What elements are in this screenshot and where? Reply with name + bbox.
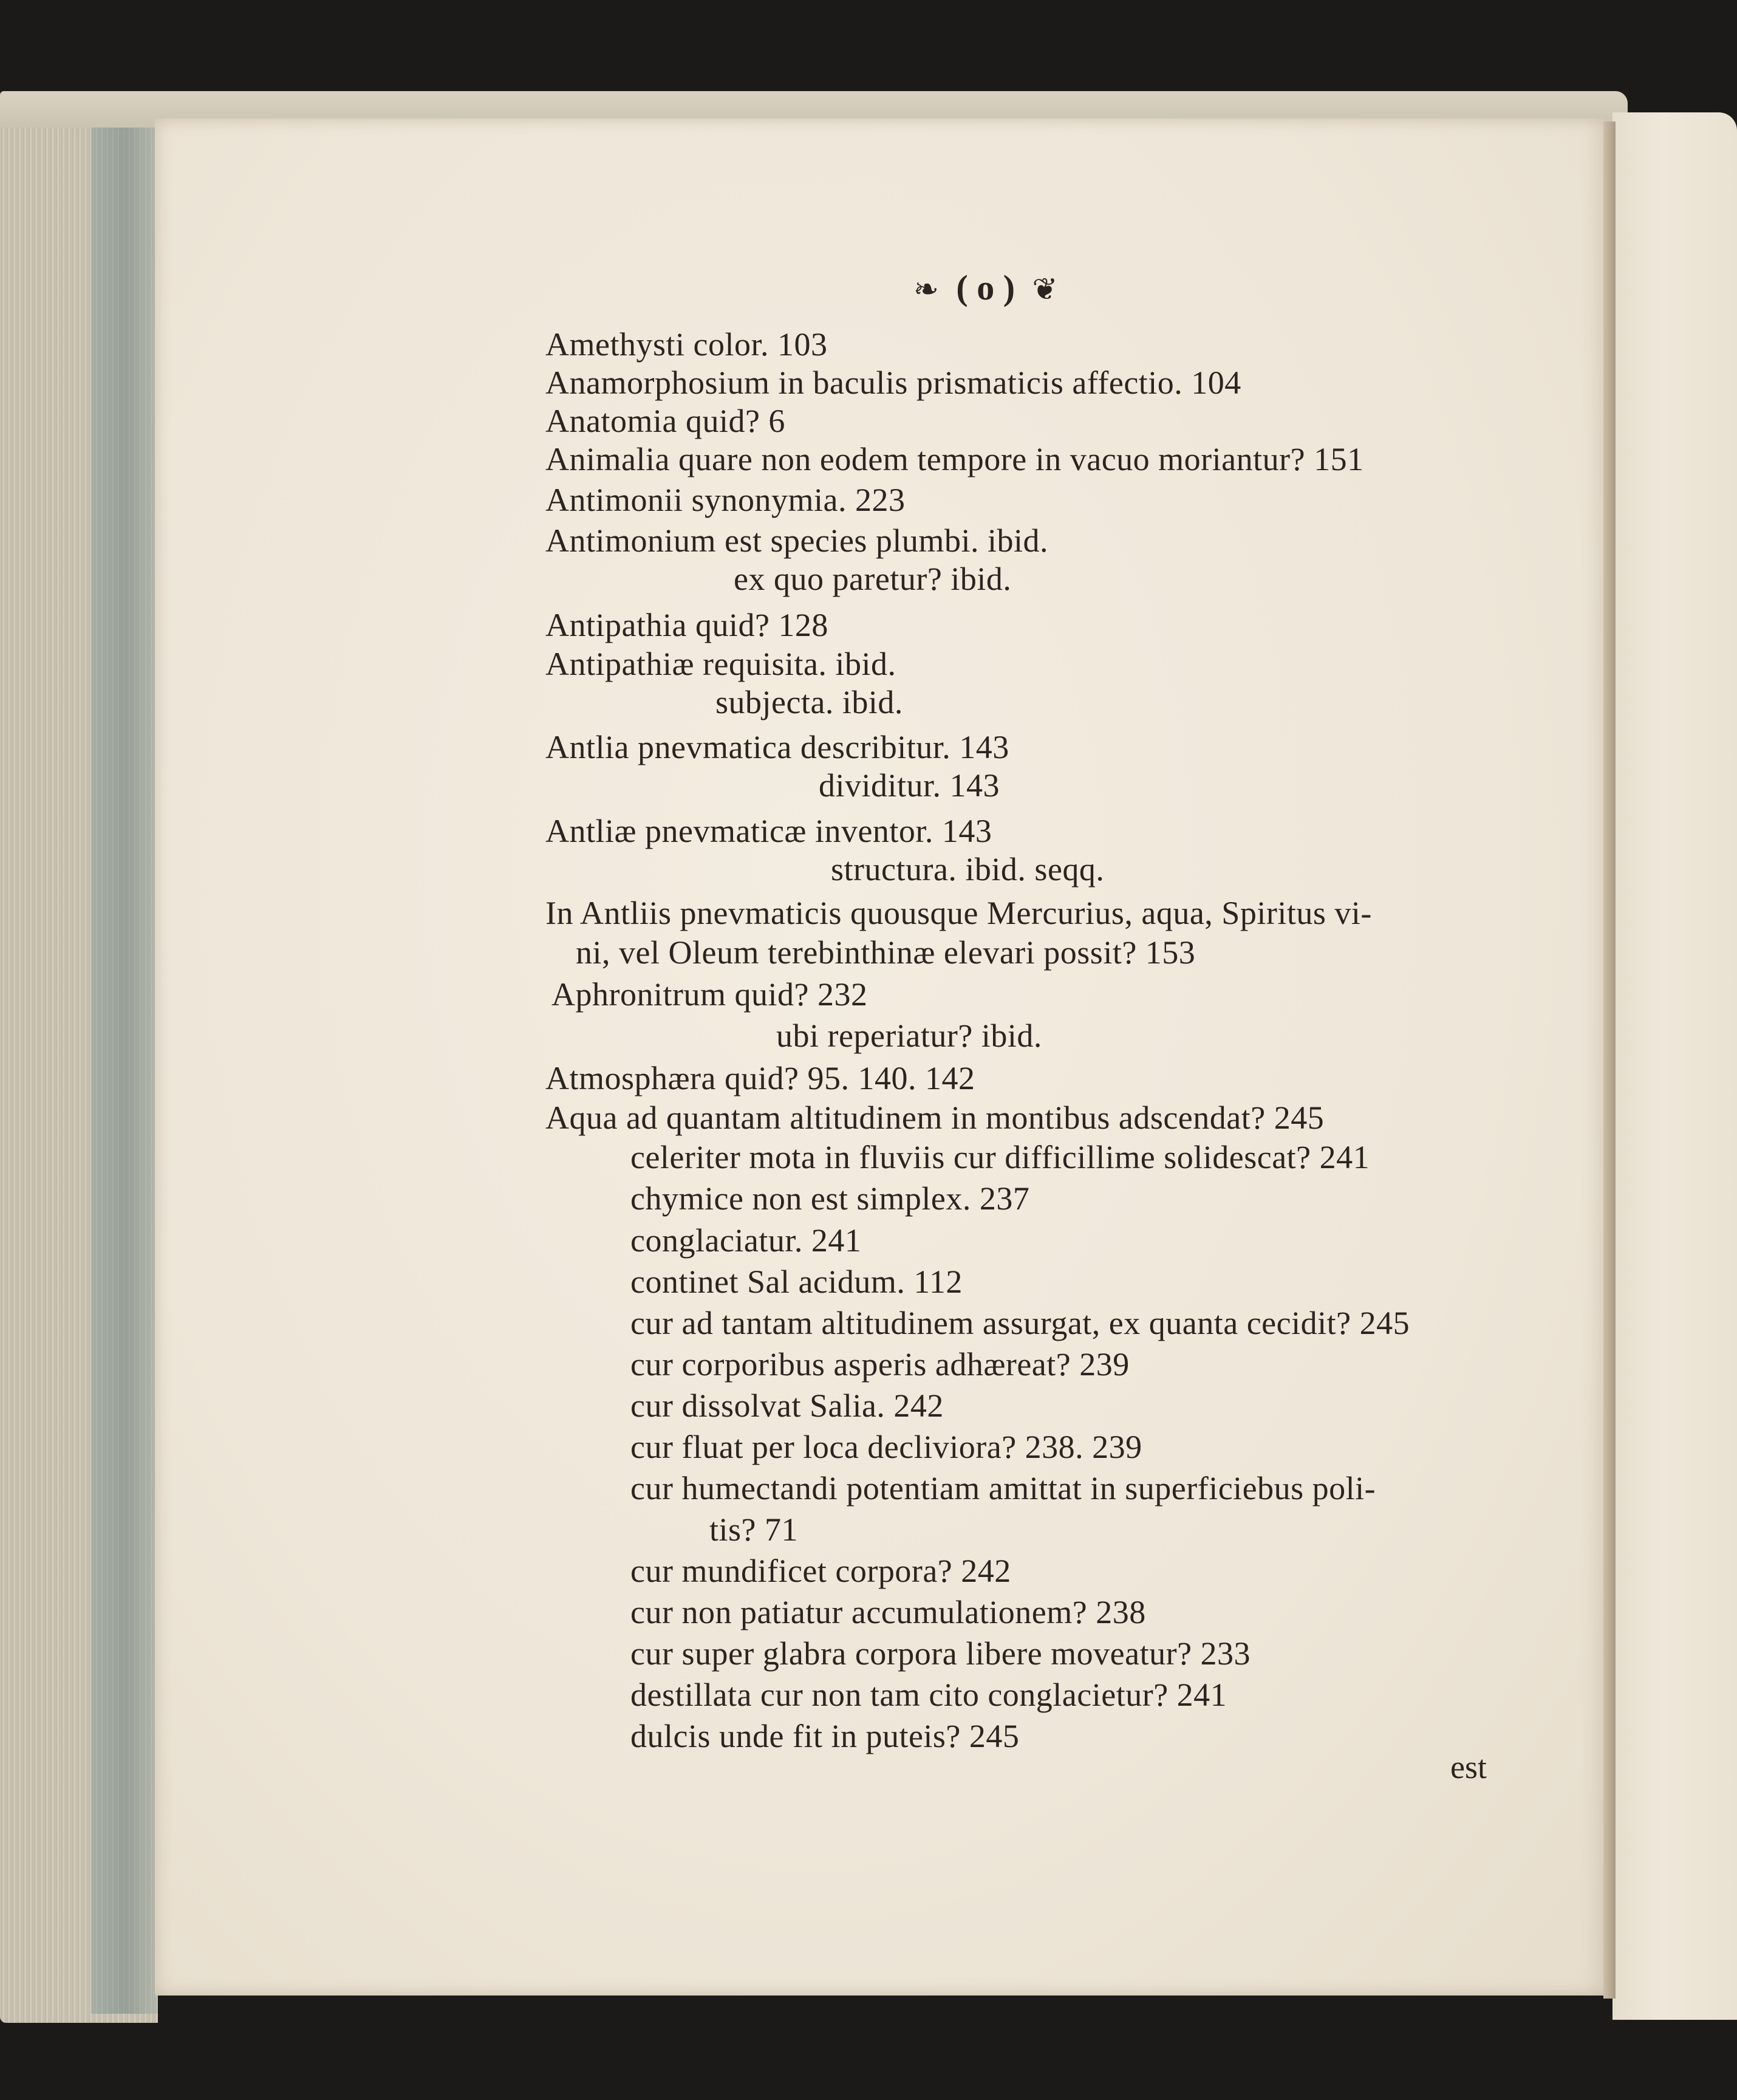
page-gutter <box>1603 121 1616 1999</box>
index-entry: subjecta. ibid. <box>715 684 903 720</box>
index-entry: cur corporibus asperis adhæreat? 239 <box>630 1346 1130 1383</box>
index-entry: Aqua ad quantam altitudinem in montibus adscendat? 245 <box>545 1100 1325 1136</box>
index-entry: cur dissolvat Salia. 242 <box>630 1387 944 1424</box>
index-entry: destillata cur non tam cito conglacietur? 241 <box>630 1677 1227 1713</box>
index-entry: chymice non est simplex. 237 <box>630 1180 1030 1217</box>
index-entry: Aphronitrum quid? 232 <box>551 976 868 1013</box>
index-entry: continet Sal acidum. 112 <box>630 1264 963 1300</box>
index-entry: cur fluat per loca decliviora? 238. 239 <box>630 1429 1142 1465</box>
index-entry: Anatomia quid? 6 <box>545 403 785 439</box>
page-mark: ( o ) <box>956 268 1015 307</box>
left-ornament-icon: ❧ <box>913 272 939 307</box>
index-entry: ubi reperiatur? ibid. <box>776 1018 1042 1054</box>
index-entry: Antipathiæ requisita. ibid. <box>545 646 896 682</box>
index-entry: Antipathia quid? 128 <box>545 607 828 643</box>
index-entry: Animalia quare non eodem tempore in vacuo moriantur? 151 <box>545 441 1364 477</box>
page-edges-shadow <box>91 112 158 2014</box>
index-entry: In Antliis pnevmaticis quousque Mercurius, aqua, Spiritus vi- <box>545 895 1372 931</box>
index-entry: ni, vel Oleum terebinthinæ elevari possit? 153 <box>576 934 1196 971</box>
index-entry: Antimonium est species plumbi. ibid. <box>545 522 1048 559</box>
index-entry: Antimonii synonymia. 223 <box>545 482 906 518</box>
index-entry: conglaciatur. 241 <box>630 1222 862 1259</box>
facing-page-edge <box>1612 112 1737 2020</box>
index-entry: cur ad tantam altitudinem assurgat, ex quanta cecidit? 245 <box>630 1305 1410 1341</box>
index-entry: cur super glabra corpora libere moveatur? 233 <box>630 1635 1251 1672</box>
index-entry: cur mundificet corpora? 242 <box>630 1553 1011 1589</box>
index-entry: structura. ibid. seqq. <box>831 851 1105 888</box>
index-entry: cur humectandi potentiam amittat in superficiebus poli- <box>630 1470 1376 1507</box>
index-entry: dulcis unde fit in puteis? 245 <box>630 1718 1020 1754</box>
catchword: est <box>1450 1749 1487 1785</box>
index-entry: dividitur. 143 <box>819 767 1000 804</box>
page-header <box>905 267 1066 308</box>
index-entry: Antlia pnevmatica describitur. 143 <box>545 729 1009 765</box>
index-entry: Amethysti color. 103 <box>545 326 828 363</box>
index-entry: Anamorphosium in baculis prismaticis affectio. 104 <box>545 364 1241 401</box>
index-entry: Antliæ pnevmaticæ inventor. 143 <box>545 813 992 849</box>
index-entry: celeriter mota in fluviis cur difficillime solidescat? 241 <box>630 1139 1370 1175</box>
index-entry: Atmosphæra quid? 95. 140. 142 <box>545 1060 975 1096</box>
right-ornament-icon: ❦ <box>1032 272 1058 307</box>
index-entry: tis? 71 <box>709 1511 798 1548</box>
index-entry: ex quo paretur? ibid. <box>734 561 1012 597</box>
index-entry: cur non patiatur accumulationem? 238 <box>630 1594 1146 1630</box>
